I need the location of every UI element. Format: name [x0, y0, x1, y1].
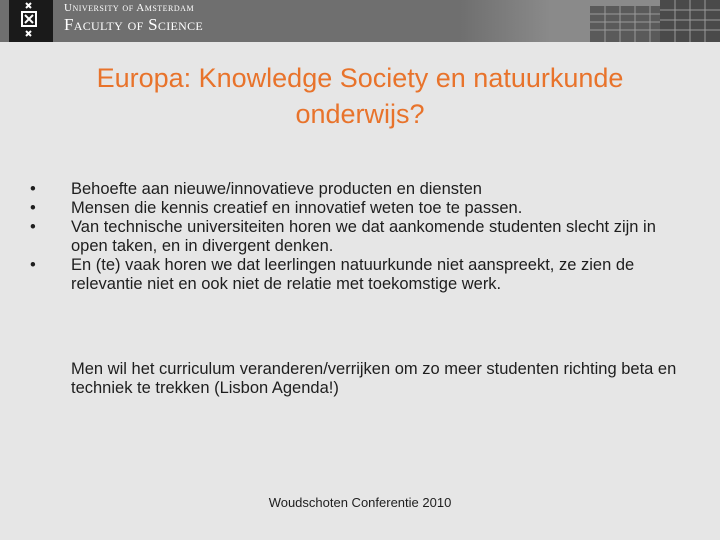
- list-item: [30, 180, 690, 199]
- body-paragraph: Men wil het curriculum veranderen/verrijken om zo meer studenten richting beta en techniek te trekken (Lisbon Agenda!): [71, 360, 677, 397]
- bullet-text: En (te) vaak horen we dat leerlingen natuurkunde niet aanspreekt, ze zien de relevantie niet en ook niet de relatie met toekomstige werk.: [71, 256, 635, 293]
- bullet-marker: •: [30, 218, 36, 236]
- footer-text: Woudschoten Conferentie 2010: [268, 495, 452, 510]
- list-item: [30, 199, 690, 218]
- bullet-text: Mensen die kennis creatief en innovatief weten toe te passen.: [71, 199, 523, 217]
- list-item: [30, 218, 690, 256]
- uva-xxx-logo-icon: [9, 0, 53, 42]
- header-banner: [0, 0, 720, 42]
- bullet-marker: •: [30, 199, 36, 217]
- university-name: University of Amsterdam: [64, 2, 195, 14]
- bullet-marker: •: [30, 256, 36, 274]
- faculty-name: Faculty of Science: [64, 15, 204, 34]
- list-item: [30, 256, 690, 294]
- uva-logo: [9, 0, 53, 42]
- bullet-list: [30, 180, 690, 294]
- bullet-text: Van technische universiteiten horen we dat aankomende studenten slecht zijn in open taken, en in divergent denken.: [71, 218, 656, 255]
- slide-title: Europa: Knowledge Society en natuurkunde onderwijs?: [96, 63, 624, 129]
- bullet-marker: •: [30, 180, 36, 198]
- building-photo: [460, 0, 720, 42]
- bullet-text: Behoefte aan nieuwe/innovatieve producten en diensten: [71, 180, 482, 198]
